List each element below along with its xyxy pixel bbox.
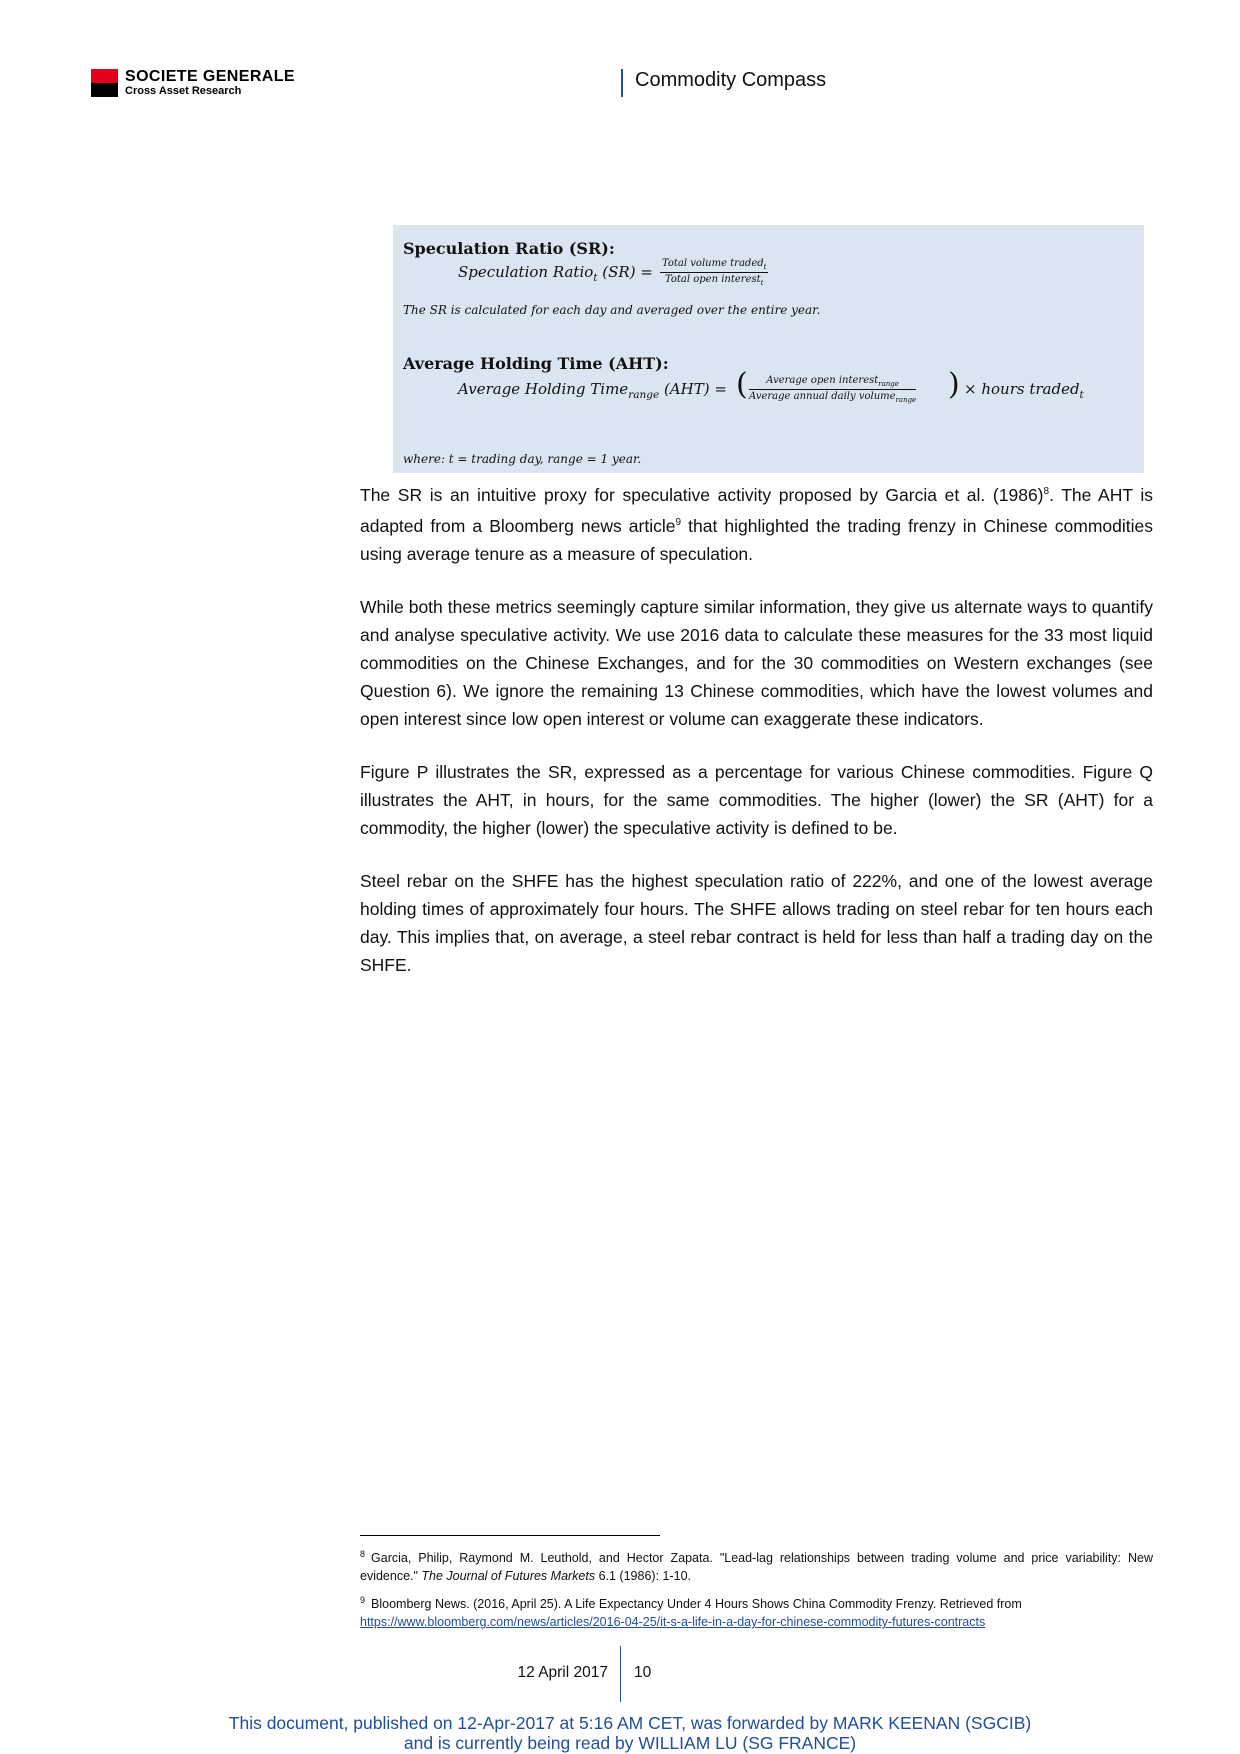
paragraph-4: Steel rebar on the SHFE has the highest speculation ratio of 222%, and one of the lowest average holding times of approximately four hours. The SHFE allows trading on steel rebar for ten hours each day. This implies that, on average, a steel rebar contract is held for less than half a trading day on the SHFE. [360, 870, 1153, 975]
footer-divider [620, 1646, 621, 1702]
footnote-rule [360, 1535, 660, 1536]
sr-numerator: Total volume traded$_t$ [662, 258, 767, 271]
right-paren: ) [948, 367, 960, 402]
aht-numerator: Average open interest$_{range}$ [749, 375, 916, 390]
aht-formula-lhs: Average Holding Time$_{range}$ (AHT) = [458, 380, 727, 401]
aht-denominator: Average annual daily volume$_{range}$ [749, 391, 917, 404]
forward-notice [0, 1713, 1240, 1753]
sr-formula-lhs: Speculation Ratio$_t$ (SR) = [458, 263, 653, 284]
forward-notice-line-1: This document, published on 12-Apr-2017 at 5:16 AM CET, was forwarded by MARK KEENAN (SGCIB) [228, 1713, 1032, 1733]
body-text [360, 478, 1153, 1004]
publication-title: Commodity Compass [635, 69, 827, 91]
sr-heading: Speculation Ratio (SR): [403, 239, 615, 258]
header-divider [621, 69, 623, 97]
where-note: where: t = trading day, range = 1 year. [403, 452, 642, 466]
sr-denominator: Total open interest$_t$ [664, 274, 764, 287]
bloomberg-article-link[interactable]: https://www.bloomberg.com/news/articles/2016-04-25/it-s-a-life-in-a-day-for-chinese-commodity-futures-contracts [360, 1615, 986, 1630]
page-number: 10 [634, 1664, 652, 1681]
paragraph-1: The SR is an intuitive proxy for speculative activity proposed by Garcia et al. $(1986)^8$. The AHT is adapted from a Bloomberg news article$^9$ that highlighted the trading frenzy in Chinese commodities using average tenure as a measure of speculation. [360, 484, 1153, 564]
sr-note: The SR is calculated for each day and averaged over the entire year. [403, 303, 821, 317]
forward-notice-line-2: and is currently being read by WILLIAM LU (SG FRANCE) [403, 1733, 857, 1753]
footnote-9: $^9$ Bloomberg News. (2016, April 25). A Life Expectancy Under 4 Hours Shows China Commodity Frenzy. Retrieved from https://www.bloomberg.com/news/articles/2016-04-25/it-s-a-life-in-a-day-for-chinese-commodity-futures-contracts [360, 1595, 1022, 1630]
paragraph-2: While both these metrics seemingly capture similar information, they give us alternate ways to quantify and analyse speculative activity. We use 2016 data to calculate these measures for the 33 most liquid commodities on the Chinese Exchanges, and for the 30 commodities on Western exchanges (see Question 6). We ignore the remaining 13 Chinese commodities, which have the lowest volumes and open interest since low open interest or volume can exaggerate these indicators. [360, 596, 1153, 729]
paragraph-3: Figure P illustrates the SR, expressed as a percentage for various Chinese commodities. Figure Q illustrates the AHT, in hours, for the same commodities. The higher (lower) the SR (AHT) for a commodity, the higher (lower) the speculative activity is defined to be. [360, 761, 1153, 838]
footnote-ref-9[interactable]: 9 [675, 516, 682, 528]
brand-logo-icon [91, 69, 118, 97]
publication-date: 12 April 2017 [517, 1664, 608, 1681]
formula-box [393, 225, 1144, 473]
aht-heading: Average Holding Time (AHT): [403, 354, 669, 373]
footnote-ref-8[interactable]: 8 [1043, 486, 1050, 497]
brand-subtitle: Cross Asset Research [125, 85, 242, 97]
footnote-8: $^8$ Garcia, Philip, Raymond M. Leuthold, and Hector Zapata. "Lead-lag relationships between trading volume and price variability: New evidence." The Journal of Futures Markets 6.1 (1986): 1-10. [360, 1549, 1153, 1584]
footnotes [360, 1545, 1153, 1637]
left-paren: ( [736, 367, 748, 402]
aht-formula-rhs: × hours traded$_t$ [964, 380, 1084, 401]
brand-name: SOCIETE GENERALE [125, 68, 295, 85]
sr-fraction [660, 258, 768, 287]
aht-fraction [749, 375, 916, 404]
